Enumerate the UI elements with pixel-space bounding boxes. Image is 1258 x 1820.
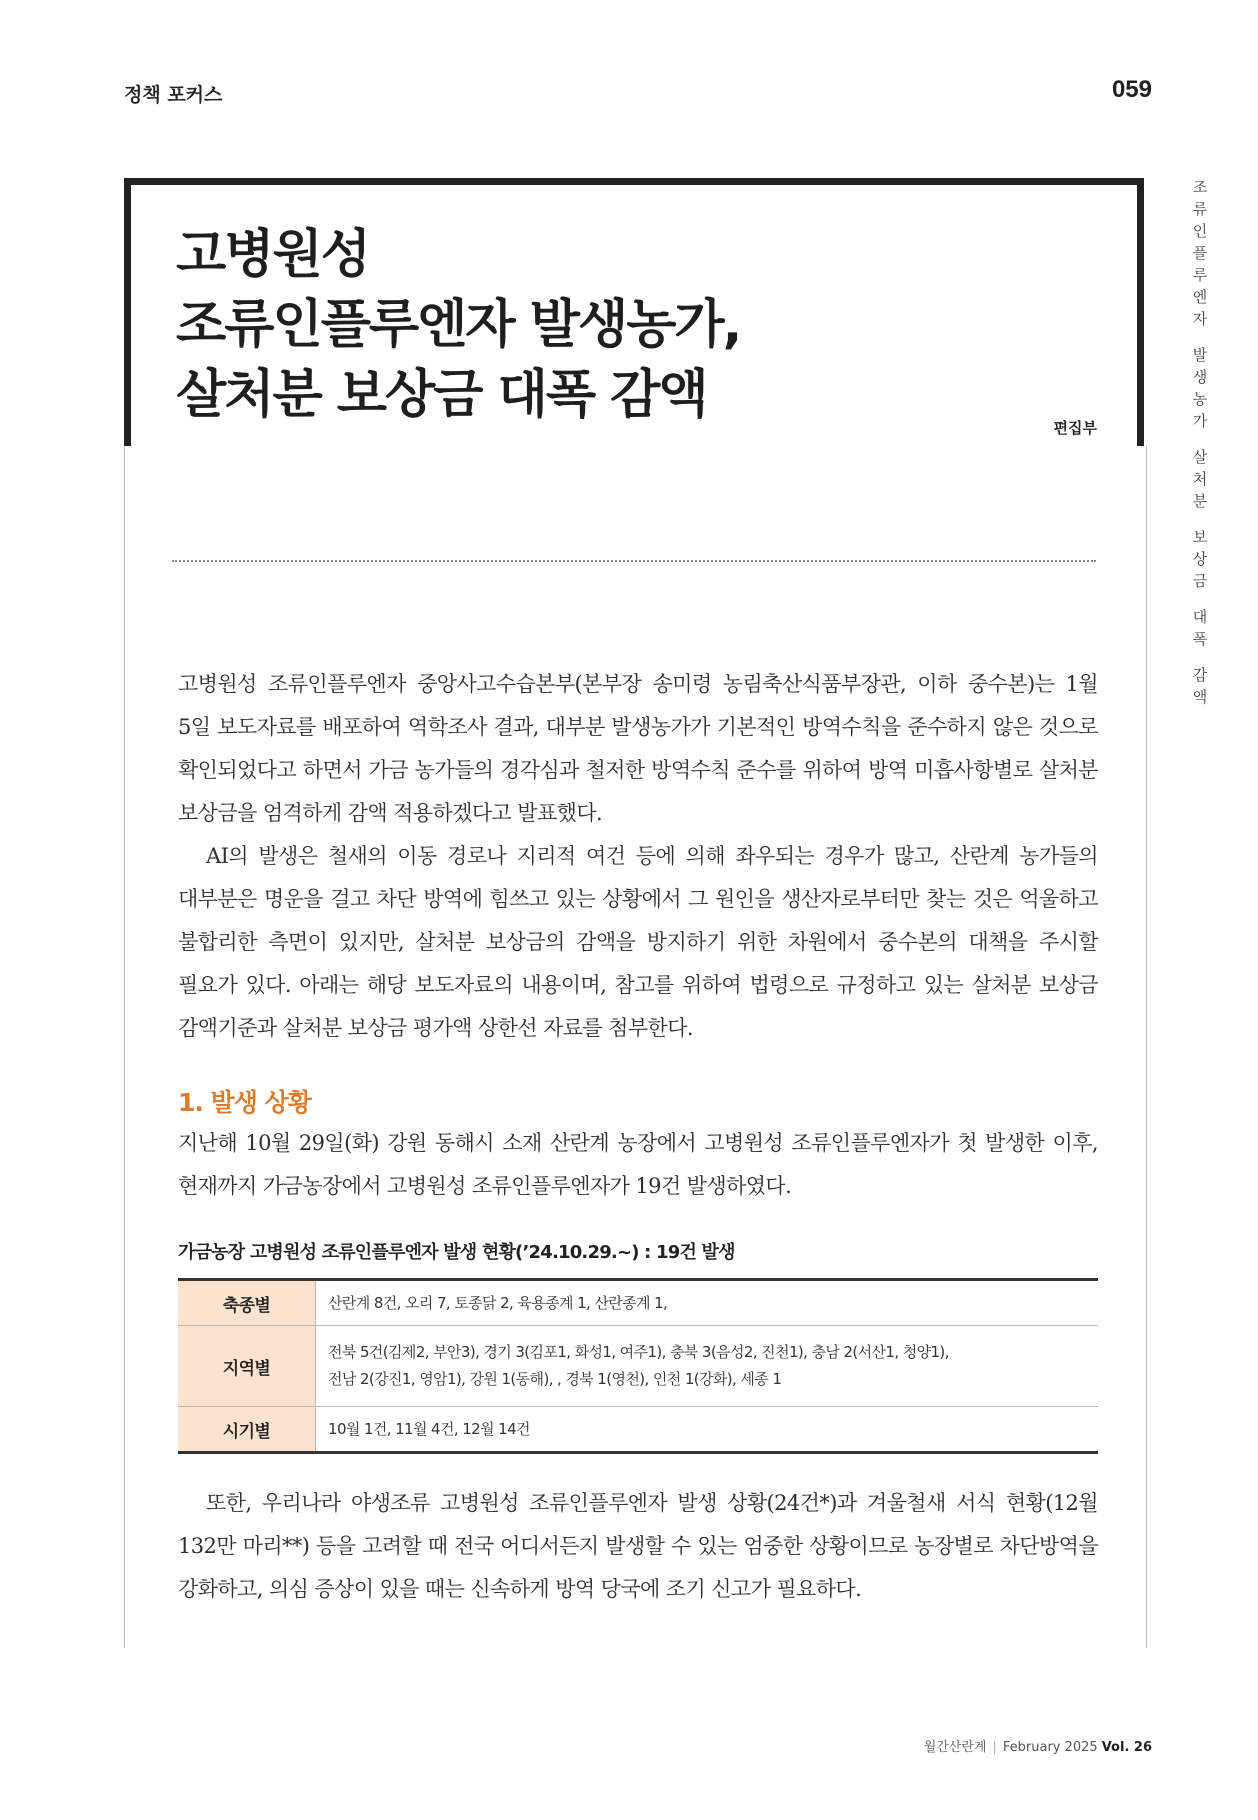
- side-title-char: 생: [1192, 368, 1208, 386]
- side-title-char: 류: [1192, 200, 1208, 218]
- row-value: [316, 1280, 1099, 1326]
- article-title: [176, 220, 740, 430]
- row-value-line: 산란계 8건, 오리 7, 토종닭 2, 육용종계 1, 산란종계 1,: [328, 1293, 668, 1312]
- side-title-char: 발: [1192, 346, 1208, 364]
- title-line: 고병원성: [176, 225, 369, 285]
- table-row: [178, 1326, 1098, 1407]
- side-title-gap: [1190, 650, 1210, 664]
- row-header: 지역별: [178, 1326, 316, 1407]
- row-header: 축종별: [178, 1280, 316, 1326]
- side-title-char: 처: [1192, 470, 1208, 488]
- side-running-title: [1190, 176, 1210, 708]
- row-value-line: 10월 1건, 11월 4건, 12월 14건: [328, 1419, 530, 1438]
- side-title-char: 살: [1192, 448, 1208, 466]
- side-title-char: 상: [1192, 550, 1208, 568]
- side-title-char: 엔: [1192, 288, 1208, 306]
- body-paragraph: 지난해 10월 29일(화) 강원 동해시 소재 산란계 농장에서 고병원성 조류인플루엔자가 첫 발생한 이후, 현재까지 가금농장에서 고병원성 조류인플루엔자가 19건 발생하였다.: [178, 1131, 1098, 1198]
- side-title-char: 분: [1192, 492, 1208, 510]
- side-title-char: 조: [1192, 178, 1208, 196]
- side-title-char: 플: [1192, 244, 1208, 262]
- section-heading: 1. 발생 상황: [178, 1088, 311, 1117]
- side-title-char: 농: [1192, 390, 1208, 408]
- outbreak-status-table: [178, 1278, 1098, 1454]
- side-title-char: 인: [1192, 222, 1208, 240]
- issue-date: February 2025: [1002, 1740, 1098, 1755]
- side-title-char: 가: [1192, 412, 1208, 430]
- side-title-gap: [1190, 330, 1210, 344]
- title-line: 살처분 보상금 대폭 감액: [176, 365, 707, 425]
- body-paragraph: 고병원성 조류인플루엔자 중앙사고수습본부(본부장 송미령 농림축산식품부장관, 이하 중수본)는 1월 5일 보도자료를 배포하여 역학조사 결과, 대부분 발생농가가 기본적인 방역수칙을 준수하지 않은 것으로 확인되었다고 하면서 가금 농가들의 경각심과 철저한 방역수칙 준수를 위하여 방역 미흡사항별로 살처분 보상금을 엄격하게 감액 적용하겠다고 발표했다.: [178, 672, 1098, 825]
- side-title-gap: [1190, 512, 1210, 526]
- side-title-gap: [1190, 432, 1210, 446]
- footer-separator: |: [992, 1740, 997, 1755]
- title-line: 조류인플루엔자 발생농가,: [176, 295, 741, 355]
- side-title-char: 자: [1192, 310, 1208, 328]
- row-value: [316, 1407, 1099, 1453]
- side-title-char: 액: [1192, 688, 1208, 706]
- body-paragraph: 또한, 우리나라 야생조류 고병원성 조류인플루엔자 발생 상황(24건*)과 겨울철새 서식 현황(12월 132만 마리**) 등을 고려할 때 전국 어디서든지 발생할 수 있는 엄중한 상황이므로 농장별로 차단방역을 강화하고, 의심 증상이 있을 때는 신속하게 방역 당국에 조기 신고가 필요하다.: [178, 1491, 1098, 1601]
- side-title-char: 보: [1192, 528, 1208, 546]
- body-paragraph: AI의 발생은 철새의 이동 경로나 지리적 여건 등에 의해 좌우되는 경우가 많고, 산란계 농가들의 대부분은 명운을 걸고 차단 방역에 힘쓰고 있는 상황에서 그 원인을 생산자로부터만 찾는 것은 억울하고 불합리한 측면이 있지만, 살처분 보상금의 감액을 방지하기 위한 차원에서 중수본의 대책을 주시할 필요가 있다. 아래는 해당 보도자료의 내용이며, 참고를 위하여 법령으로 규정하고 있는 살처분 보상금 감액기준과 살처분 보상금 평가액 상한선 자료를 첨부한다.: [178, 844, 1098, 1040]
- section-label: 정책 포커스: [124, 84, 223, 106]
- table-row: [178, 1407, 1098, 1453]
- side-title-char: 대: [1192, 608, 1208, 626]
- row-header: 시기별: [178, 1407, 316, 1453]
- side-title-gap: [1190, 592, 1210, 606]
- magazine-name: 월간산란계: [923, 1740, 987, 1755]
- title-box: [124, 178, 1144, 446]
- left-margin-rule: [124, 446, 125, 1648]
- table-row: [178, 1280, 1098, 1326]
- side-title-char: 금: [1192, 572, 1208, 590]
- side-title-char: 루: [1192, 266, 1208, 284]
- table-caption: 가금농장 고병원성 조류인플루엔자 발생 현황(’24.10.29.~) : 19건 발생: [178, 1242, 735, 1263]
- side-title-char: 폭: [1192, 630, 1208, 648]
- footer: [924, 1736, 1152, 1755]
- right-margin-rule: [1146, 446, 1147, 1648]
- article-body: [178, 663, 1098, 1611]
- dotted-divider: [172, 560, 1096, 562]
- side-title-char: 감: [1192, 666, 1208, 684]
- volume-number: Vol. 26: [1101, 1740, 1152, 1755]
- author: 편집부: [1053, 419, 1097, 437]
- page-number: 059: [1111, 76, 1152, 103]
- row-value-line: 전북 5건(김제2, 부안3), 경기 3(김포1, 화성1, 여주1), 충북 3(음성2, 진천1), 충남 2(서산1, 청양1),: [328, 1343, 949, 1361]
- row-value: [316, 1326, 1099, 1407]
- row-value-line: 전남 2(강진1, 영암1), 강원 1(동해), , 경북 1(영천), 인천 1(강화), 세종 1: [328, 1370, 782, 1388]
